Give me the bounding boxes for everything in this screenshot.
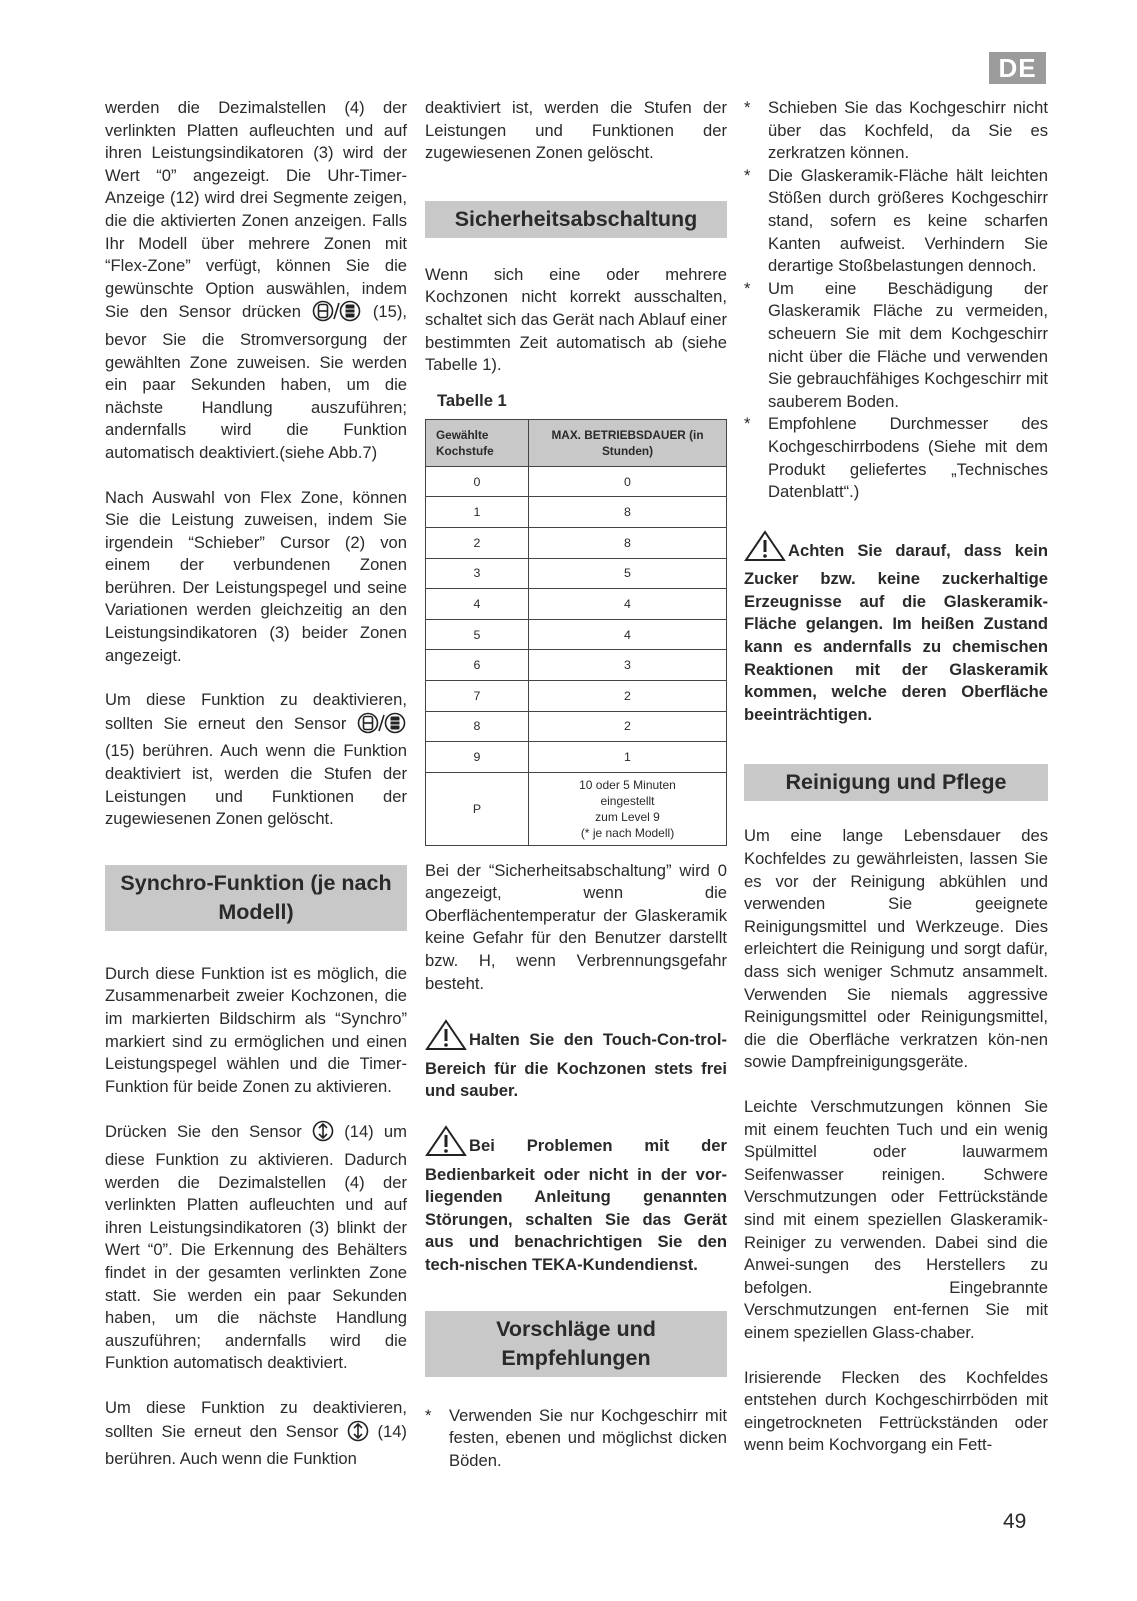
table-header-duration: MAX. BETRIEBSDAUER (in Stunden) <box>529 419 727 466</box>
list-item: * Empfohlene Durchmesser des Kochgeschirrbodens (Siehe mit dem Produkt geliefertes „Technisches Datenblatt“.) <box>744 414 1048 502</box>
section-heading-cleaning: Reinigung und Pflege <box>744 764 1048 801</box>
table-row: 6 3 <box>426 650 727 681</box>
section-heading-tips: Vorschläge und Empfehlungen <box>425 1311 727 1377</box>
paragraph: deaktiviert ist, werden die Stufen der Leistungen und Funktionen der zugewiesenen Zonen gelöscht. <box>425 98 727 163</box>
paragraph: Um diese Funktion zu deaktivieren, sollten Sie erneut den Sensor (15) berühren. Auch wenn die Funktion deaktiviert ist, werden die Stufen der Leistungen und Funktionen der zugewiesenen Zonen gelöscht. <box>105 690 407 829</box>
table-row: 2 8 <box>426 527 727 558</box>
list-item: * Schieben Sie das Kochgeschirr nicht über das Kochfeld, da Sie es zerkratzen können. <box>744 98 1048 163</box>
flex-zone-sensor-icon <box>312 300 362 329</box>
paragraph: Nach Auswahl von Flex Zone, können Sie die Leistung zuweisen, indem Sie irgendein “Schieber” Cursor (2) von einem der verbundenen Zonen berühren. Der Leistungspegel und seine Variationen werden gleichzeitig an den Leistungsindikatoren (3) beider Zonen angezeigt. <box>105 487 407 665</box>
page-number: 49 <box>1003 1510 1027 1533</box>
tips-list <box>744 97 1048 504</box>
paragraph: Irisierende Flecken des Kochfeldes entstehen durch Kochgeschirrböden mit eingetrockneten Fettrückständen oder wenn beim Kochvorgang ein Fett- <box>744 1367 1048 1455</box>
language-badge: DE <box>989 52 1046 84</box>
column-middle <box>425 97 727 1472</box>
table-row: 5 4 <box>426 619 727 650</box>
warning-note: Achten Sie darauf, dass kein Zucker bzw. keine zuckerhaltige Erzeugnisse auf die Glaskeramik-Fläche gelangen. Im heißen Zustand kann es andernfalls zu chemischen Reaktionen mit der Glaskeramik kommen, welche deren Oberfläche beeinträchtigen. <box>744 530 1048 727</box>
tips-list <box>425 1405 727 1473</box>
table-row: 1 8 <box>426 497 727 528</box>
table-row: P 10 oder 5 Minuten eingestellt zum Level 9 (* je nach Modell) <box>426 772 727 845</box>
table-row: 7 2 <box>426 680 727 711</box>
section-heading-safety: Sicherheitsabschaltung <box>425 201 727 238</box>
table-row: 9 1 <box>426 742 727 773</box>
paragraph: Bei der “Sicherheitsabschaltung” wird 0 angezeigt, wenn die Oberflächentemperatur der Glaskeramik keine Gefahr für den Benutzer darstellt bzw. H, wenn Verbrennungsgefahr besteht. <box>425 860 727 993</box>
table-row: 3 5 <box>426 558 727 589</box>
table-title: Tabelle 1 <box>437 390 507 410</box>
paragraph: Wenn sich eine oder mehrere Kochzonen nicht korrekt ausschalten, schaltet sich das Gerät nach Ablauf einer bestimmten Zeit automatisch ab (siehe Tabelle 1). <box>425 264 727 375</box>
table-row: 0 0 <box>426 466 727 497</box>
table-header-level: Gewählte Kochstufe <box>426 419 529 466</box>
table-row: 8 2 <box>426 711 727 742</box>
warning-triangle-icon <box>425 1019 467 1058</box>
list-item: * Die Glaskeramik-Fläche hält leichten Stößen durch größeres Kochgeschirr stand, sofern es keine scharfen Kanten aufweist. Verhindern Sie derartige Stoßbelastungen dennoch. <box>744 165 1048 276</box>
paragraph: werden die Dezimalstellen (4) der verlinkten Platten aufleuchten und auf ihren Leistungsindikatoren (3) wird der Wert “0” angezeigt. Die Uhr-Timer-Anzeige (12) wird drei Segmente zeigen, die die aktivierten Zonen anzeigen. Falls Ihr Modell über mehrere Zonen mit “Flex-Zone” verfügt, können Sie die gewünschte Option auswählen, indem Sie den Sensor drücken (15), bevor Sie die Stromversorgung der gewählten Zone zuweisen. Sie werden ein paar Sekunden haben, um die nächste Handlung auszuführen; andernfalls wird die Funktion automatisch deaktiviert.(siehe Abb.7) <box>105 98 407 462</box>
warning-note: Bei Problemen mit der Bedienbarkeit oder nicht in der vor-liegenden Anleitung genannten Störungen, schalten Sie das Gerät aus und benachrichtigen Sie den tech-nischen TEKA-Kundendienst. <box>425 1125 727 1277</box>
column-right <box>744 97 1048 1457</box>
synchro-sensor-icon <box>312 1120 334 1149</box>
warning-triangle-icon <box>425 1125 467 1164</box>
section-heading-synchro: Synchro-Funktion (je nach Modell) <box>105 865 407 931</box>
paragraph: Leichte Verschmutzungen können Sie mit einem feuchten Tuch und ein wenig Spülmittel oder lauwarmem Seifenwasser reinigen. Schwere Verschmutzungen oder Fettrückstände sind mit einem speziellen Glaskeramik-Reiniger zu verwenden. Dabei sind die Anwei-sungen des Herstellers zu befolgen. Eingebrannte Verschmutzungen ent-fernen Sie mit einem speziellen Glass-chaber. <box>744 1096 1048 1342</box>
paragraph: Drücken Sie den Sensor (14) um diese Funktion zu aktivieren. Dadurch werden die Dezimalstellen (4) der verlinkten Platten aufleuchten und auf ihren Leistungsindikatoren (3) blinkt der Wert “0”. Die Erkennung des Behälters findet in der gesamten verlinkten Zone statt. Sie werden ein paar Sekunden haben, um die nächste Handlung auszuführen; andernfalls wird die Funktion automatisch deaktiviert. <box>105 1122 407 1373</box>
flex-zone-sensor-icon <box>357 712 407 741</box>
column-left <box>105 97 407 1471</box>
synchro-sensor-icon <box>347 1420 369 1449</box>
list-item: * Verwenden Sie nur Kochgeschirr mit festen, ebenen und möglichst dicken Böden. <box>425 1405 727 1470</box>
safety-table <box>425 419 727 846</box>
paragraph: Um diese Funktion zu deaktivieren, sollten Sie erneut den Sensor (14) berühren. Auch wenn die Funktion <box>105 1397 407 1469</box>
warning-note: Halten Sie den Touch-Con-trol-Bereich für die Kochzonen stets frei und sauber. <box>425 1019 727 1103</box>
paragraph: Um eine lange Lebensdauer des Kochfeldes zu gewährleisten, lassen Sie es vor der Reinigung abkühlen und verwenden Sie geeignete Reinigungsmittel und Werkzeuge. Dies erleichtert die Reinigung und sorgt dafür, dass sich weniger Schmutz ansammelt. Verwenden Sie niemals aggressive Reinigungsmittel oder Reinigungsmittel, die die Oberfläche verkratzen kön-nen sowie Dampfreinigungsgeräte. <box>744 826 1048 1072</box>
paragraph: Durch diese Funktion ist es möglich, die Zusammenarbeit zweier Kochzonen, die im markierten Bildschirm als “Synchro” markiert sind zu ermöglichen und einen Leistungspegel wählen und die Timer-Funktion für beide Zonen zu aktivieren. <box>105 963 407 1096</box>
warning-triangle-icon <box>744 530 786 569</box>
list-item: * Um eine Beschädigung der Glaskeramik Fläche zu vermeiden, scheuern Sie mit dem Kochgeschirr nicht über die Fläche und verwenden Sie gebrauchfähiges Kochgeschirr mit sauberem Boden. <box>744 278 1048 411</box>
table-row: 4 4 <box>426 589 727 620</box>
